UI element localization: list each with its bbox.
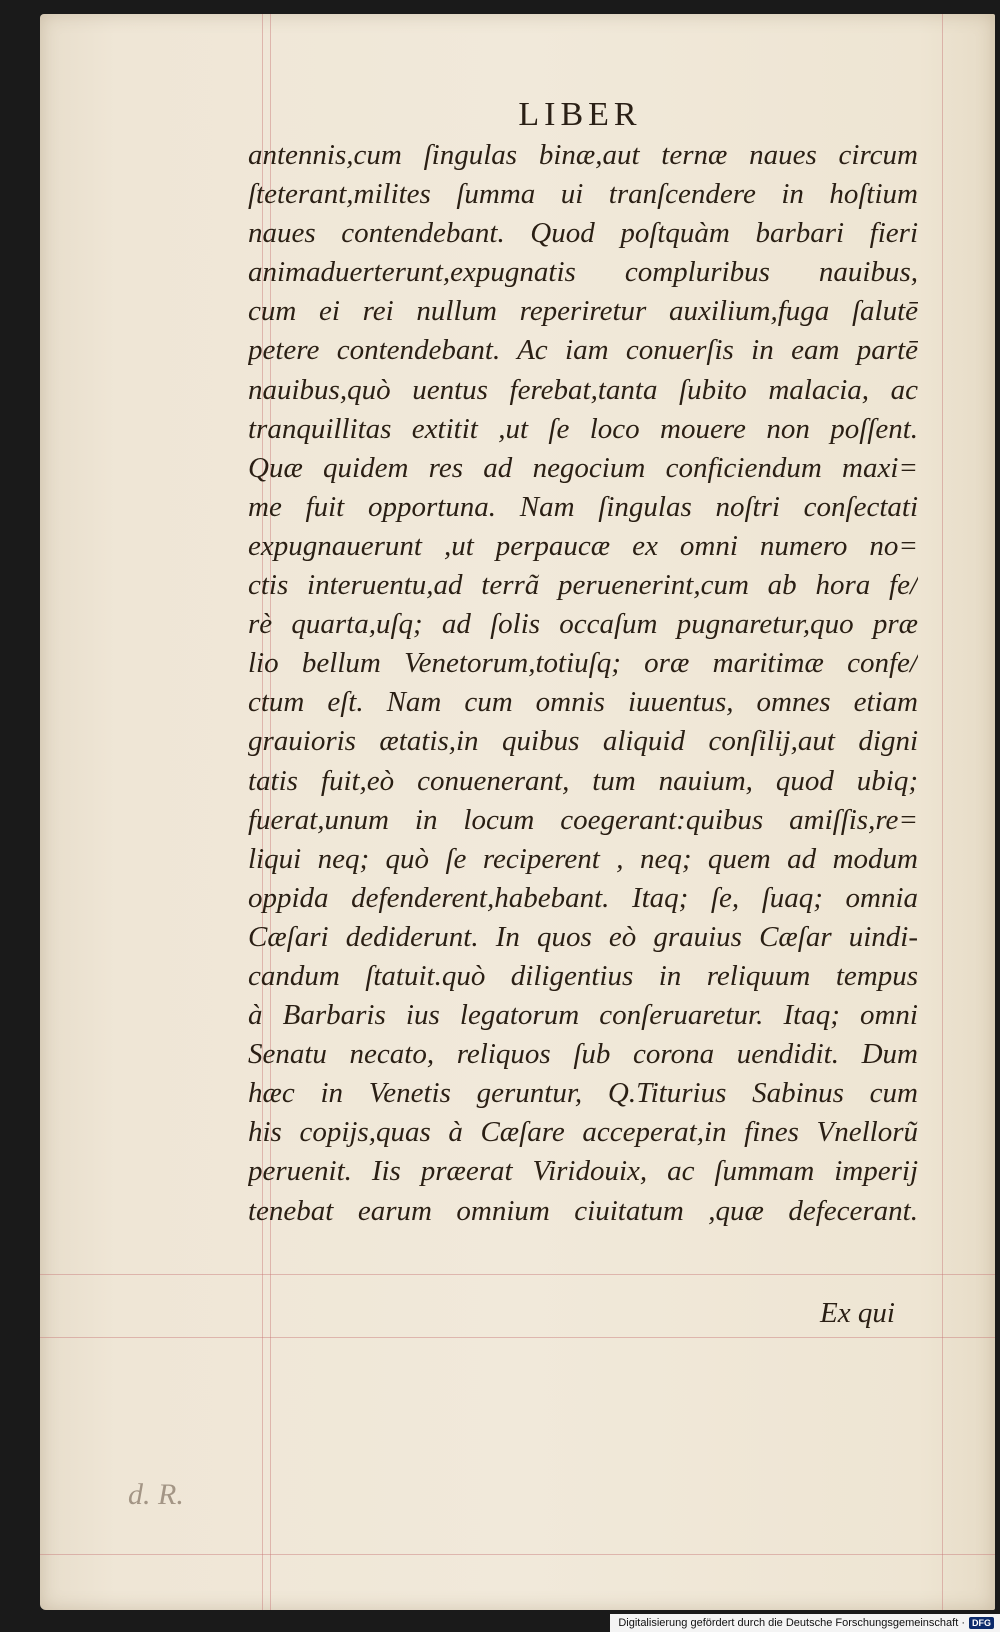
text-line: liqui neq; quò ſe reciperent , neq; quem ad modum [248, 842, 918, 875]
text-line: à Barbaris ius legatorum conſeruaretur. Itaq; omni [248, 999, 918, 1032]
digitization-credit-text: Digitalisierung gefördert durch die Deutsche Forschungsgemeinschaft · [618, 1617, 965, 1629]
text-line: oppida defenderent,habebant. Itaq; ſe, ſuaq; omnia [248, 881, 918, 914]
text-line: animaduerterunt,expugnatis compluribus nauibus, [248, 256, 918, 289]
dfg-logo[interactable]: DFG [969, 1617, 994, 1629]
text-line: expugnauerunt ,ut perpaucæ ex omni numero no= [248, 529, 918, 562]
running-head: LIBER [518, 96, 642, 133]
text-line: rè quarta,uſq; ad ſolis occaſum pugnaretur,quo præ [248, 608, 918, 641]
text-line: antennis,cum ſingulas binæ,aut ternæ naues circum [248, 139, 918, 171]
text-block [248, 136, 918, 1231]
text-line: naues contendebant. Quod poſtquàm barbari fieri [248, 217, 918, 250]
text-line: me fuit opportuna. Nam ſingulas noſtri conſectati [248, 490, 918, 523]
text-line: peruenit. Iis præerat Viridouix, ac ſummam imperij [248, 1155, 918, 1188]
text-line: tenebat earum omnium ciuitatum ,quæ defecerant. [248, 1194, 918, 1227]
text-line: Quæ quidem res ad negocium conficiendum maxi= [248, 451, 918, 484]
ruling-line-right [942, 14, 943, 1610]
text-line: ctis interuentu,ad terrã peruenerint,cum ab hora fe/ [248, 569, 918, 602]
catchword: Ex qui [820, 1297, 895, 1329]
text-line: candum ſtatuit.quò diligentius in reliquum tempus [248, 959, 918, 992]
text-line: ſteterant,milites ſumma ui tranſcendere in hoſtium [248, 178, 918, 211]
margin-annotation: d. R. [128, 1478, 184, 1511]
text-line: his copijs,quas à Cæſare acceperat,in fines Vnellorũ [248, 1116, 918, 1149]
text-line: Senatu necato, reliquos ſub corona uendidit. Dum [248, 1038, 918, 1071]
text-line: Cæſari dediderunt. In quos eò grauius Cæſar uindi- [248, 920, 918, 953]
text-line: fuerat,unum in locum coegerant:quibus amiſſis,re= [248, 803, 918, 836]
digitization-credit-bar [610, 1614, 1000, 1632]
text-line: hæc in Venetis geruntur, Q.Titurius Sabinus cum [248, 1077, 918, 1110]
ruling-line-foot [40, 1554, 995, 1555]
ruling-line-bottom-lower [40, 1337, 995, 1338]
ruling-line-bottom-upper [40, 1274, 995, 1275]
text-line: petere contendebant. Ac iam conuerſis in eam partē [248, 334, 918, 367]
text-line: tranquillitas extitit ,ut ſe loco mouere non poſſent. [248, 412, 918, 445]
text-line: cum ei rei nullum reperiretur auxilium,fuga ſalutē [248, 295, 918, 328]
text-line: ctum eſt. Nam cum omnis iuuentus, omnes etiam [248, 686, 918, 719]
text-line: lio bellum Venetorum,totiuſq; oræ maritimæ confe/ [248, 647, 918, 680]
text-line: tatis fuit,eò conuenerant, tum nauium, quod ubiq; [248, 764, 918, 797]
text-line: grauioris ætatis,in quibus aliquid conſilij,aut digni [248, 725, 918, 758]
text-line: nauibus,quò uentus ferebat,tanta ſubito malacia, ac [248, 373, 918, 406]
